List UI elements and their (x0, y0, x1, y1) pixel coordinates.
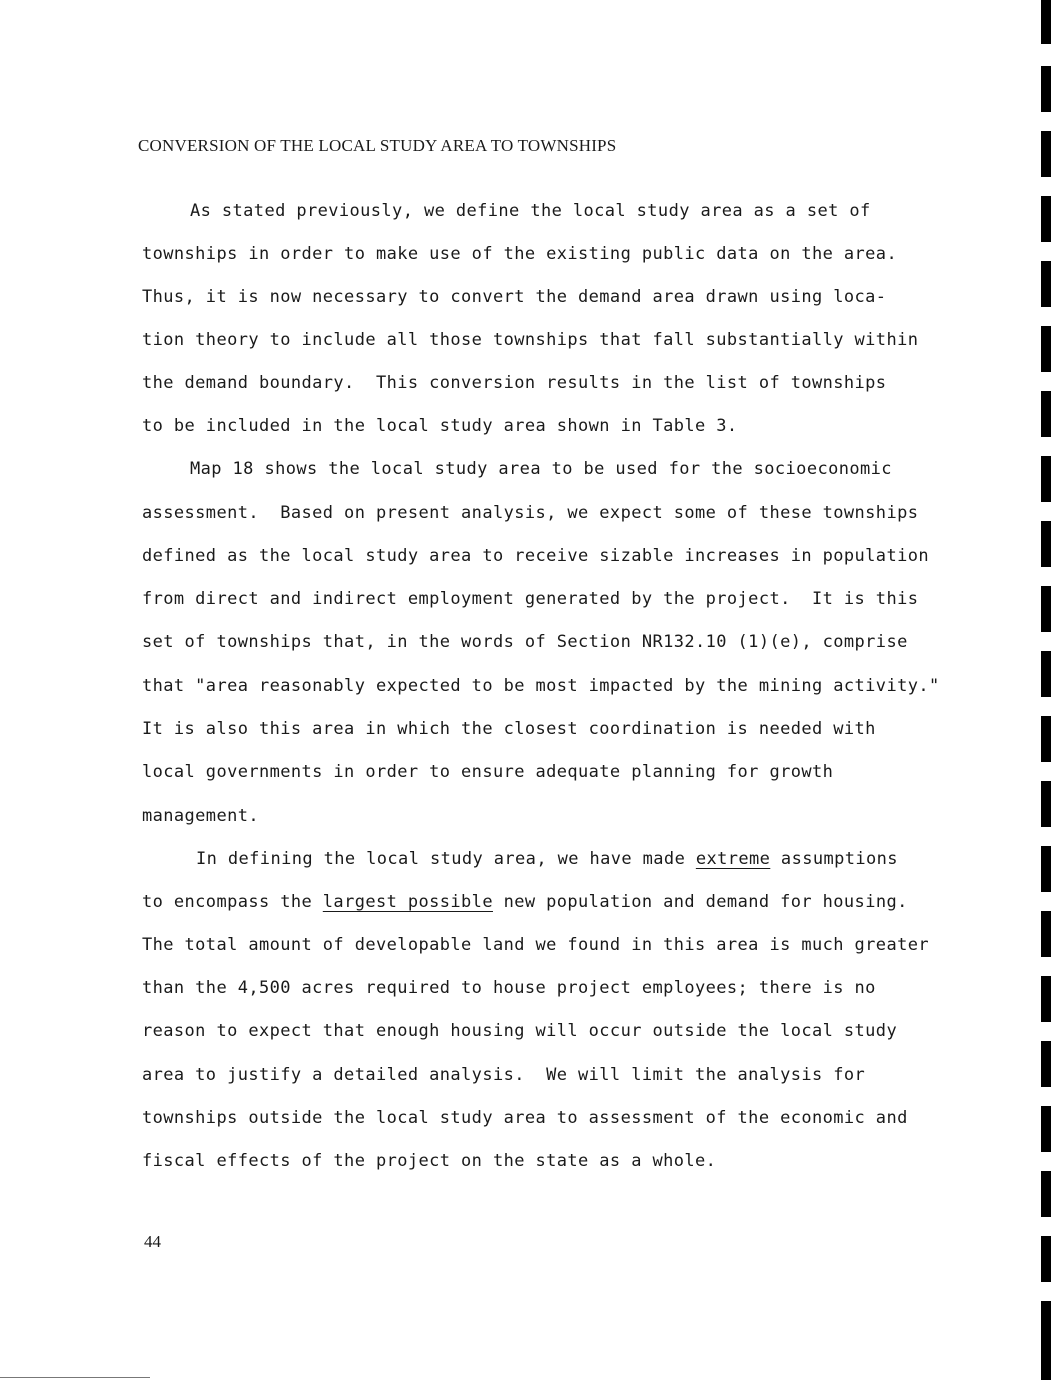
scan-registration-mark (1041, 391, 1051, 437)
emphasized-word: extreme (695, 849, 771, 869)
scan-registration-mark (1041, 651, 1051, 697)
emphasized-phrase: largest possible (322, 892, 493, 912)
scan-registration-mark (1041, 1345, 1051, 1380)
scan-registration-mark (1041, 1041, 1051, 1087)
section-heading: CONVERSION OF THE LOCAL STUDY AREA TO TOWNSHIPS (138, 136, 617, 155)
bottom-edge-line (0, 1377, 150, 1378)
scan-registration-mark (1041, 66, 1051, 112)
text-run: assumptions (770, 849, 898, 869)
paragraph-2-line: from direct and indirect employment generated by the project. It is this (142, 589, 919, 609)
paragraph-1-line: the demand boundary. This conversion results in the list of townships (142, 373, 887, 393)
scan-registration-mark (1041, 781, 1051, 827)
text-run: to encompass the (142, 892, 323, 912)
paragraph-2-line: set of townships that, in the words of Section NR132.10 (1)(e), comprise (142, 632, 908, 652)
scan-registration-mark (1041, 911, 1051, 957)
scan-registration-mark (1041, 456, 1051, 502)
text-run: new population and demand for housing. (492, 892, 908, 912)
paragraph-3-line: than the 4,500 acres required to house project employees; there is no (142, 978, 876, 998)
paragraph-3-line: reason to expect that enough housing will occur outside the local study (142, 1021, 898, 1041)
paragraph-1-line: tion theory to include all those townships that fall substantially within (142, 330, 919, 350)
scan-registration-mark (1041, 261, 1051, 307)
scan-registration-mark (1041, 1236, 1051, 1282)
scan-registration-mark (1041, 521, 1051, 567)
scan-registration-mark (1041, 846, 1051, 892)
paragraph-2-line: assessment. Based on present analysis, we expect some of these townships (142, 503, 919, 523)
paragraph-3-line: fiscal effects of the project on the state as a whole. (142, 1151, 717, 1171)
paragraph-3-line: The total amount of developable land we found in this area is much greater (142, 935, 929, 955)
paragraph-2-line: that "area reasonably expected to be most impacted by the mining activity." (142, 676, 940, 696)
scan-registration-mark (1041, 976, 1051, 1022)
scan-registration-mark (1041, 1106, 1051, 1152)
paragraph-3-line (196, 849, 898, 869)
scan-registration-mark (1041, 196, 1051, 242)
paragraph-1-line: to be included in the local study area shown in Table 3. (142, 416, 738, 436)
page-number: 44 (144, 1232, 161, 1251)
text-run: In defining the local study area, we have made (196, 849, 696, 869)
paragraph-2-line: defined as the local study area to receive sizable increases in population (142, 546, 929, 566)
scan-registration-mark (1041, 326, 1051, 372)
paragraph-2-line: It is also this area in which the closest coordination is needed with (142, 719, 876, 739)
scan-registration-mark (1041, 1171, 1051, 1217)
paragraph-1-line: townships in order to make use of the existing public data on the area. (142, 244, 898, 264)
scan-registration-mark (1041, 131, 1051, 177)
paragraph-3-line (142, 892, 908, 912)
paragraph-1-line: Thus, it is now necessary to convert the demand area drawn using loca- (142, 287, 887, 307)
scan-registration-mark (1041, 1301, 1051, 1347)
paragraph-1-line: As stated previously, we define the local study area as a set of (190, 201, 871, 221)
paragraph-2-line: local governments in order to ensure adequate planning for growth (142, 762, 834, 782)
scan-registration-mark (1041, 716, 1051, 762)
paragraph-2-line: Map 18 shows the local study area to be used for the socioeconomic (190, 459, 892, 479)
paragraph-3-line: townships outside the local study area to assessment of the economic and (142, 1108, 908, 1128)
paragraph-2-line: management. (142, 806, 259, 826)
scan-registration-mark (1041, 0, 1051, 44)
scan-registration-mark (1041, 586, 1051, 632)
paragraph-3-line: area to justify a detailed analysis. We will limit the analysis for (142, 1065, 866, 1085)
